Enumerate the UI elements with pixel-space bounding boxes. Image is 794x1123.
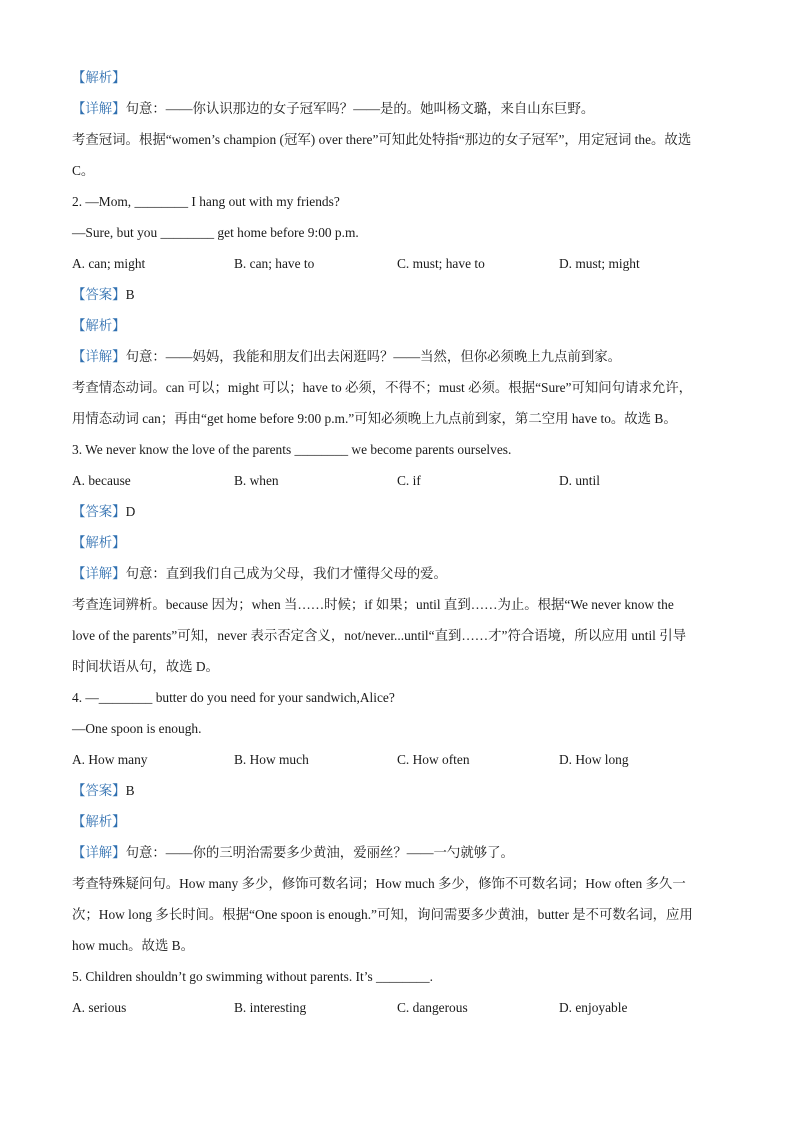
q2-answer: 【答案】B (72, 287, 135, 302)
option-d: D. until (559, 473, 600, 488)
q4-explanation-line: 考查特殊疑问句。How many 多少，修饰可数名词；How much 多少，修饰不可数名词；How often 多久一 (72, 876, 686, 891)
option-b: B. interesting (234, 1000, 307, 1015)
option-c: C. if (397, 473, 421, 488)
q1-explanation-line: C。 (72, 163, 95, 178)
q1-detail: 【详解】句意：——你认识那边的女子冠军吗？——是的。她叫杨文璐，来自山东巨野。 (72, 101, 595, 116)
q3-explanation-line: 考查连词辨析。because 因为；when 当……时候；if 如果；until 直到……为止。根据“We never know the (72, 597, 674, 612)
q2-explanation-line: 考查情态动词。can 可以；might 可以；have to 必须，不得不；must 必须。根据“Sure”可知问句请求允许， (72, 380, 693, 395)
option-d: D. must; might (559, 256, 640, 271)
option-c: C. How often (397, 752, 470, 767)
q4-explanation-line: how much。故选 B。 (72, 938, 194, 953)
option-a: A. because (72, 473, 131, 488)
option-b: B. can; have to (234, 256, 315, 271)
q3-stem: 3. We never know the love of the parents ________ we become parents ourselves. (72, 442, 512, 457)
option-a: A. serious (72, 1000, 127, 1015)
q5-options (72, 992, 722, 1023)
option-d: D. How long (559, 752, 629, 767)
option-c: C. dangerous (397, 1000, 468, 1015)
option-a: A. can; might (72, 256, 146, 271)
option-c: C. must; have to (397, 256, 485, 271)
q2-stem: —Sure, but you ________ get home before 9:00 p.m. (72, 225, 359, 240)
q2-analysis-heading: 【解析】 (72, 318, 126, 333)
q2-stem: 2. —Mom, ________ I hang out with my friends? (72, 194, 340, 209)
q3-explanation-line: love of the parents”可知，never 表示否定含义，not/never...until“直到……才”符合语境，所以应用 until 引导 (72, 628, 687, 643)
q2-options (72, 248, 722, 279)
option-b: B. How much (234, 752, 309, 767)
q1-analysis-heading: 【解析】 (72, 70, 126, 85)
q3-answer: 【答案】D (72, 504, 136, 519)
q4-stem: —One spoon is enough. (72, 721, 202, 736)
q4-answer: 【答案】B (72, 783, 135, 798)
q3-options (72, 465, 722, 496)
q3-analysis-heading: 【解析】 (72, 535, 126, 550)
q2-explanation-line: 用情态动词 can；再由“get home before 9:00 p.m.”可知必须晚上九点前到家，第二空用 have to。故选 B。 (72, 411, 677, 426)
option-d: D. enjoyable (559, 1000, 628, 1015)
q5-stem: 5. Children shouldn’t go swimming without parents. It’s ________. (72, 969, 433, 984)
option-a: A. How many (72, 752, 148, 767)
option-b: B. when (234, 473, 279, 488)
q3-detail: 【详解】句意：直到我们自己成为父母，我们才懂得父母的爱。 (72, 566, 447, 581)
q2-detail: 【详解】句意：——妈妈，我能和朋友们出去闲逛吗？——当然，但你必须晚上九点前到家。 (72, 349, 622, 364)
q1-explanation-line: 考查冠词。根据“women’s champion (冠军) over there”可知此处特指“那边的女子冠军”，用定冠词 the。故选 (72, 132, 692, 147)
q4-detail: 【详解】句意：——你的三明治需要多少黄油，爱丽丝？——一勺就够了。 (72, 845, 514, 860)
q4-stem: 4. —________ butter do you need for your sandwich,Alice? (72, 690, 395, 705)
q3-explanation-line: 时间状语从句，故选 D。 (72, 659, 219, 674)
q4-options (72, 744, 722, 775)
q4-explanation-line: 次；How long 多长时间。根据“One spoon is enough.”可知，询问需要多少黄油，butter 是不可数名词，应用 (72, 907, 693, 922)
q4-analysis-heading: 【解析】 (72, 814, 126, 829)
document-page (72, 62, 722, 1023)
